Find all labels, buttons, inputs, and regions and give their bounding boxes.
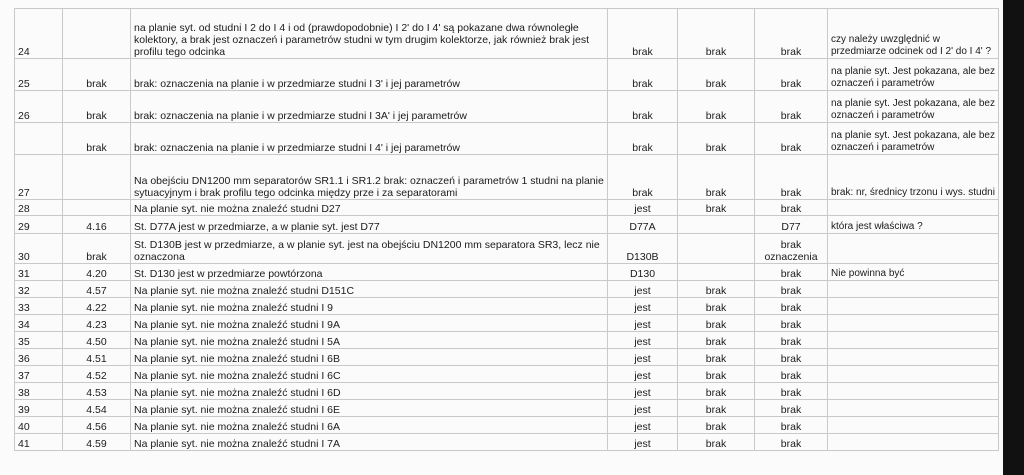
- row-number: 33: [15, 298, 63, 315]
- row-col-a: jest: [608, 417, 678, 434]
- row-col-a: jest: [608, 434, 678, 451]
- row-number: 40: [15, 417, 63, 434]
- row-reference: 4.16: [63, 216, 131, 234]
- table-row: [15, 155, 999, 200]
- row-col-c: brak: [755, 123, 828, 155]
- row-col-a: D77A: [608, 216, 678, 234]
- row-description: Na planie syt. nie można znaleźć studni I 6E: [131, 400, 608, 417]
- row-col-c: brak: [755, 9, 828, 59]
- row-remark: [828, 383, 999, 400]
- row-col-c: brak: [755, 400, 828, 417]
- row-number: 41: [15, 434, 63, 451]
- row-col-b: [678, 264, 755, 281]
- table-row: [15, 123, 999, 155]
- row-remark: na planie syt. Jest pokazana, ale bez oznaczeń i parametrów: [828, 59, 999, 91]
- row-description: St. D130 jest w przedmiarze powtórzona: [131, 264, 608, 281]
- row-number: 28: [15, 200, 63, 216]
- table-row: [15, 349, 999, 366]
- table-row: [15, 383, 999, 400]
- row-remark: na planie syt. Jest pokazana, ale bez oznaczeń i parametrów: [828, 123, 999, 155]
- row-number: 32: [15, 281, 63, 298]
- row-reference: [63, 155, 131, 200]
- row-remark: [828, 332, 999, 349]
- row-description: na planie syt. od studni I 2 do I 4 i od (prawdopodobnie) I 2' do I 4' są pokazane dwa równoległe kolektory, a brak jest oznaczeń i parametrów studni w tym drugim kolektorze, jak również brak jest profilu tego odcinka: [131, 9, 608, 59]
- row-col-a: D130B: [608, 234, 678, 264]
- row-number: 25: [15, 59, 63, 91]
- row-reference: 4.50: [63, 332, 131, 349]
- row-remark: [828, 298, 999, 315]
- row-col-c: brak: [755, 155, 828, 200]
- row-col-b: [678, 216, 755, 234]
- row-col-c: D77: [755, 216, 828, 234]
- row-col-b: brak: [678, 400, 755, 417]
- row-remark: [828, 434, 999, 451]
- row-col-c: brak: [755, 332, 828, 349]
- row-col-c: brak: [755, 315, 828, 332]
- row-remark: [828, 349, 999, 366]
- row-description: St. D130B jest w przedmiarze, a w planie syt. jest na obejściu DN1200 mm separatora SR3, lecz nie oznaczona: [131, 234, 608, 264]
- row-col-a: jest: [608, 298, 678, 315]
- row-col-b: brak: [678, 349, 755, 366]
- row-number: 36: [15, 349, 63, 366]
- row-reference: 4.54: [63, 400, 131, 417]
- row-reference: 4.53: [63, 383, 131, 400]
- row-remark: [828, 400, 999, 417]
- row-reference: 4.56: [63, 417, 131, 434]
- row-col-c: brak oznaczenia: [755, 234, 828, 264]
- row-reference: 4.22: [63, 298, 131, 315]
- row-description: St. D77A jest w przedmiarze, a w planie syt. jest D77: [131, 216, 608, 234]
- table-row: [15, 417, 999, 434]
- row-remark: czy należy uwzględnić w przedmiarze odcinek od I 2' do I 4' ?: [828, 9, 999, 59]
- row-remark: [828, 281, 999, 298]
- row-remark: Nie powinna być: [828, 264, 999, 281]
- row-reference: 4.51: [63, 349, 131, 366]
- row-remark: [828, 417, 999, 434]
- row-remark: która jest właściwa ?: [828, 216, 999, 234]
- table-row: [15, 315, 999, 332]
- row-col-a: jest: [608, 281, 678, 298]
- row-col-a: brak: [608, 155, 678, 200]
- row-reference: brak: [63, 59, 131, 91]
- row-remark: brak: nr, średnicy trzonu i wys. studni: [828, 155, 999, 200]
- row-number: 39: [15, 400, 63, 417]
- table-row: [15, 234, 999, 264]
- row-reference: 4.20: [63, 264, 131, 281]
- defects-table: [14, 8, 999, 451]
- row-description: Na planie syt. nie można znaleźć studni I 6C: [131, 366, 608, 383]
- row-number: 26: [15, 91, 63, 123]
- row-col-a: brak: [608, 9, 678, 59]
- row-number: 27: [15, 155, 63, 200]
- row-col-b: brak: [678, 281, 755, 298]
- row-description: Na planie syt. nie można znaleźć studni D27: [131, 200, 608, 216]
- row-col-b: brak: [678, 298, 755, 315]
- table-row: [15, 366, 999, 383]
- row-col-b: brak: [678, 434, 755, 451]
- scan-border: [1003, 0, 1024, 475]
- row-number: 29: [15, 216, 63, 234]
- row-number: 38: [15, 383, 63, 400]
- table-row: [15, 281, 999, 298]
- row-description: Na planie syt. nie można znaleźć studni I 6D: [131, 383, 608, 400]
- row-col-a: jest: [608, 332, 678, 349]
- row-col-a: jest: [608, 315, 678, 332]
- row-col-c: brak: [755, 349, 828, 366]
- row-remark: [828, 366, 999, 383]
- row-description: Na obejściu DN1200 mm separatorów SR1.1 i SR1.2 brak: oznaczeń i parametrów 1 studni na planie sytuacyjnym i brak profilu tego odcinka między prze i za separatorami: [131, 155, 608, 200]
- row-col-c: brak: [755, 383, 828, 400]
- row-col-c: brak: [755, 417, 828, 434]
- table-row: [15, 91, 999, 123]
- row-description: Na planie syt. nie można znaleźć studni D151C: [131, 281, 608, 298]
- row-description: brak: oznaczenia na planie i w przedmiarze studni I 3' i jej parametrów: [131, 59, 608, 91]
- row-col-c: brak: [755, 281, 828, 298]
- row-col-b: brak: [678, 315, 755, 332]
- table-row: [15, 200, 999, 216]
- row-col-b: brak: [678, 91, 755, 123]
- row-description: Na planie syt. nie można znaleźć studni I 7A: [131, 434, 608, 451]
- row-col-b: brak: [678, 200, 755, 216]
- row-col-a: brak: [608, 123, 678, 155]
- row-col-b: brak: [678, 383, 755, 400]
- row-remark: [828, 234, 999, 264]
- row-remark: na planie syt. Jest pokazana, ale bez oznaczeń i parametrów: [828, 91, 999, 123]
- row-description: Na planie syt. nie można znaleźć studni I 9: [131, 298, 608, 315]
- row-number: 31: [15, 264, 63, 281]
- row-description: Na planie syt. nie można znaleźć studni I 9A: [131, 315, 608, 332]
- row-reference: [63, 200, 131, 216]
- row-reference: 4.52: [63, 366, 131, 383]
- row-col-a: jest: [608, 400, 678, 417]
- table-row: [15, 59, 999, 91]
- row-col-a: jest: [608, 366, 678, 383]
- table-row: [15, 9, 999, 59]
- row-reference: 4.23: [63, 315, 131, 332]
- row-col-a: brak: [608, 91, 678, 123]
- row-col-b: brak: [678, 9, 755, 59]
- table-row: [15, 400, 999, 417]
- row-remark: [828, 315, 999, 332]
- row-description: brak: oznaczenia na planie i w przedmiarze studni I 3A' i jej parametrów: [131, 91, 608, 123]
- row-number: 24: [15, 9, 63, 59]
- row-remark: [828, 200, 999, 216]
- row-description: Na planie syt. nie można znaleźć studni I 6B: [131, 349, 608, 366]
- row-description: Na planie syt. nie można znaleźć studni I 6A: [131, 417, 608, 434]
- table-row: [15, 434, 999, 451]
- row-col-b: brak: [678, 123, 755, 155]
- row-number: [15, 123, 63, 155]
- table-row: [15, 332, 999, 349]
- row-col-b: brak: [678, 332, 755, 349]
- row-col-b: brak: [678, 59, 755, 91]
- row-reference: brak: [63, 234, 131, 264]
- table-row: [15, 298, 999, 315]
- row-number: 35: [15, 332, 63, 349]
- row-col-c: brak: [755, 59, 828, 91]
- row-col-a: jest: [608, 383, 678, 400]
- row-reference: brak: [63, 123, 131, 155]
- row-col-b: brak: [678, 417, 755, 434]
- row-col-a: jest: [608, 349, 678, 366]
- row-col-b: brak: [678, 366, 755, 383]
- row-number: 34: [15, 315, 63, 332]
- row-col-c: brak: [755, 298, 828, 315]
- row-description: Na planie syt. nie można znaleźć studni I 5A: [131, 332, 608, 349]
- row-reference: [63, 9, 131, 59]
- row-col-a: D130: [608, 264, 678, 281]
- row-number: 30: [15, 234, 63, 264]
- row-col-c: brak: [755, 200, 828, 216]
- row-col-a: jest: [608, 200, 678, 216]
- row-col-a: brak: [608, 59, 678, 91]
- row-col-b: brak: [678, 155, 755, 200]
- row-number: 37: [15, 366, 63, 383]
- table-row: [15, 216, 999, 234]
- row-col-c: brak: [755, 91, 828, 123]
- row-col-c: brak: [755, 264, 828, 281]
- row-col-b: [678, 234, 755, 264]
- table-row: [15, 264, 999, 281]
- row-col-c: brak: [755, 434, 828, 451]
- row-description: brak: oznaczenia na planie i w przedmiarze studni I 4' i jej parametrów: [131, 123, 608, 155]
- row-reference: brak: [63, 91, 131, 123]
- row-col-c: brak: [755, 366, 828, 383]
- row-reference: 4.57: [63, 281, 131, 298]
- row-reference: 4.59: [63, 434, 131, 451]
